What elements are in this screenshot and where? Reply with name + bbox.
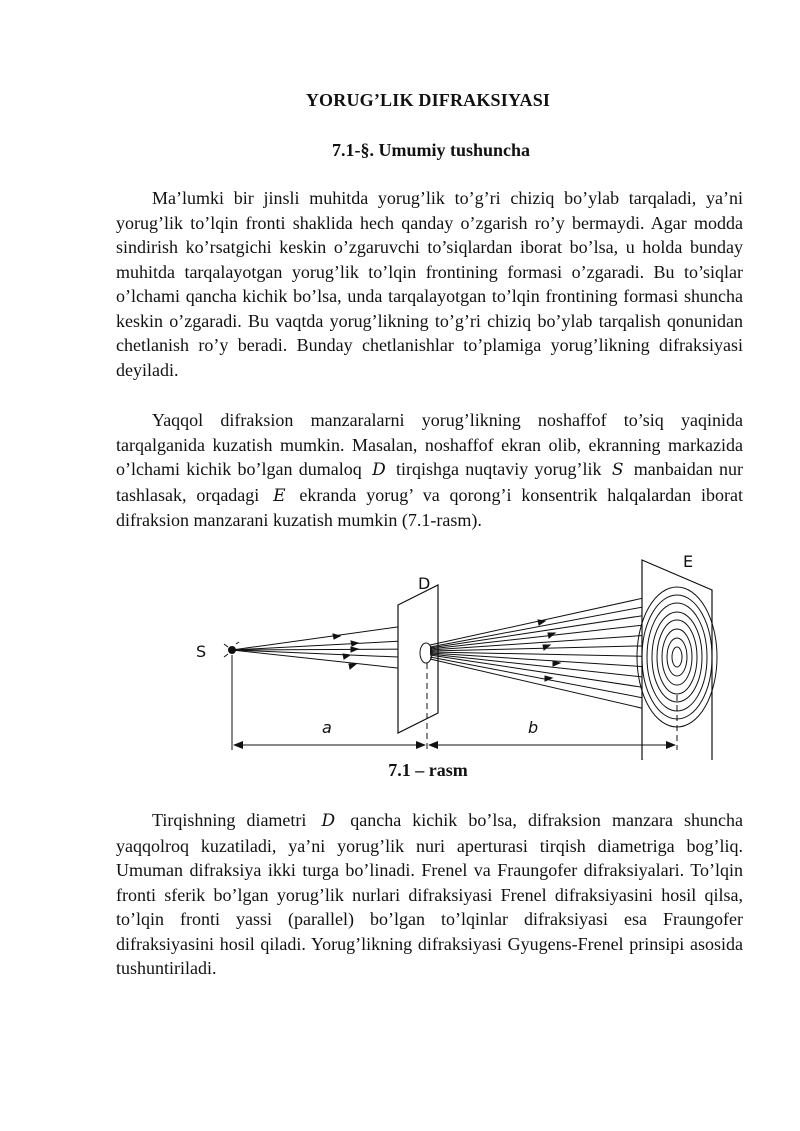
paragraph3-text-1: Tirqishning diametri xyxy=(152,810,307,830)
paragraph2-text-4: ekranda yorug’ va qorong’i konsentrik halqalardan iborat difraksion manzarani kuzatish mumkin (7.1-rasm). xyxy=(116,484,743,530)
section-title: 7.1-§. Umumiy tushuncha xyxy=(331,140,531,160)
symbol-E: E xyxy=(273,485,286,506)
label-source: S xyxy=(196,642,207,661)
label-screen: E xyxy=(683,552,694,571)
symbol-S: S xyxy=(611,460,624,480)
paragraph-intro-text: Ma’lumki bir jinsli muhitda yorug’lik to’g’ri chiziq bo’ylab tarqaladi, ya’ni yorug’lik to’lqin fronti shaklida hech qanday o’zgarish ro’y bermaydi. Agar modda sindirish ko’rsatgichi keskin o’zgaruvchi to’siqlardan iborat bo’lsa, u holda bunday muhitda tarqalayotgan yorug’lik to’lqin frontining formasi o’zgaradi. Bu to’siqlar o’lchami qancha kichik bo’lsa, unda tarqalayotgan to’lqin frontining formasi shuncha keskin o’zgaradi. Bu vaqtda yorug’likning to’g’ri chiziq bo’ylab tarqalish qonunidan chetlanish ro’y beradi. Bunday chetlanishlar to’plamiga yorug’likning difraksiyasi deyiladi. xyxy=(116,188,743,380)
paragraph-intro xyxy=(116,186,743,382)
paragraph-conclusion xyxy=(116,808,743,981)
symbol-D: D xyxy=(372,460,386,480)
paragraph2-text-2: tirqishga nuqtaviy yorug’lik xyxy=(396,459,602,479)
figure-caption: 7.1 – rasm xyxy=(388,760,468,780)
diffraction-figure xyxy=(180,545,740,760)
chapter-title: YORUG’LIK DIFRAKSIYASI xyxy=(305,90,551,110)
incident-rays xyxy=(232,625,422,670)
dimension-lines xyxy=(232,655,677,750)
label-distance-b: b xyxy=(528,718,539,737)
paragraph2-text-3: manbaidan nur tashlasak, orqadagi xyxy=(116,459,744,505)
paragraph3-text-2: qancha kichik bo’lsa, difraksion manzara shuncha yaqqolroq kuzatiladi, ya’ni yorug’lik nuri aperturasi tirqish diametriga bog’liq. Umuman difraksiya ikki turga bo’linadi. Frenel va Fraungofer difraksiyalari. To’lqin fronti sferik bo’lgan yorug’lik nurlari difraksiyasi Frenel difraksiyasini hosil qilsa, to’lqin fronti yassi (parallel) bo’lgan to’lqinlar difraksiyasi esa Fraungofer difraksiyasini hosil qiladi. Yorug’likning difraksiyasi Gyugens-Frenel prinsipi asosida tushuntiriladi. xyxy=(116,810,744,978)
paragraph-diffraction-example xyxy=(116,408,743,533)
paragraph2-text-1: Yaqqol difraksion manzaralarni yorug’likning noshaffof to’siq yaqinida tarqalganida kuzatish mumkin. Masalan, noshaffof ekran olib, ekranning markazida o’lchami kichik bo’lgan dumaloq xyxy=(116,410,743,479)
symbol-D-2: D xyxy=(321,811,336,831)
label-distance-a: a xyxy=(322,718,332,737)
label-aperture: D xyxy=(418,574,431,593)
